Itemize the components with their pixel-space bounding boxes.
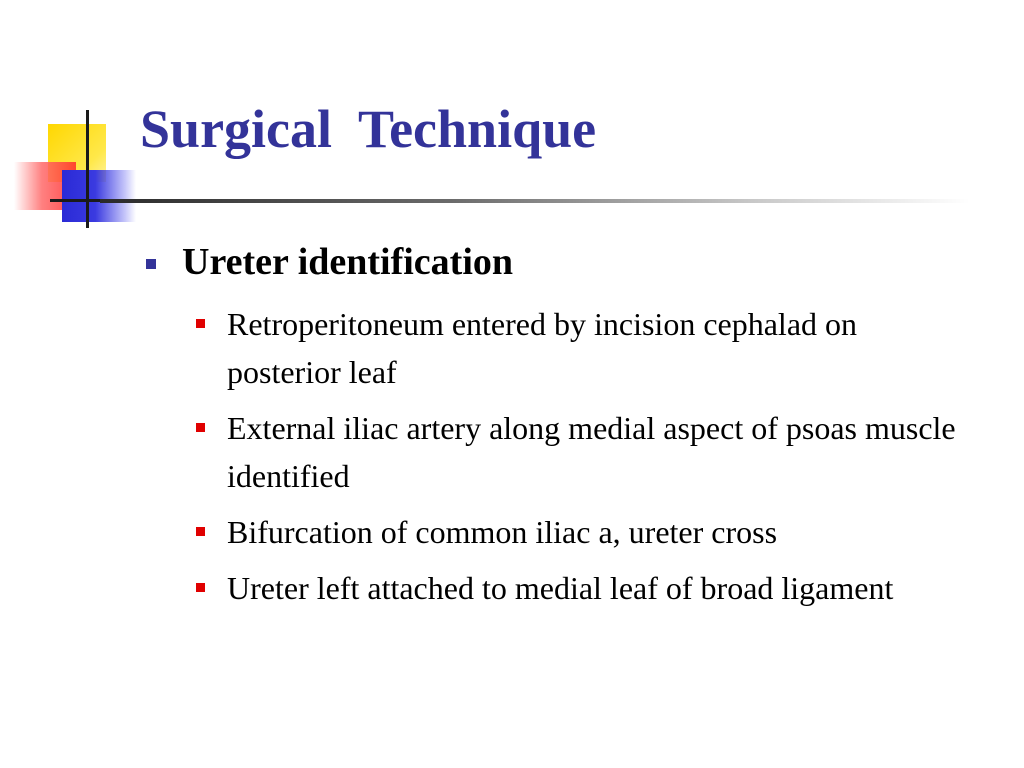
sub-bullet-item bbox=[196, 404, 986, 500]
decor-vertical-line bbox=[86, 110, 89, 228]
sub-bullet-text: Ureter left attached to medial leaf of broad ligament bbox=[227, 570, 894, 606]
sub-bullet-text: Bifurcation of common iliac a, ureter cross bbox=[227, 514, 778, 550]
square-bullet-icon bbox=[196, 423, 205, 432]
square-bullet-icon bbox=[196, 319, 205, 328]
sub-bullet-item bbox=[196, 564, 986, 612]
square-bullet-icon bbox=[196, 583, 205, 592]
square-bullet-icon bbox=[196, 527, 205, 536]
sub-bullet-text: Retroperitoneum entered by incision cephalad on posterior leaf bbox=[227, 306, 866, 390]
slide-title: Surgical Technique bbox=[140, 99, 597, 159]
square-bullet-icon bbox=[146, 259, 156, 269]
decor-blue-square bbox=[62, 170, 136, 222]
sub-bullet-text: External iliac artery along medial aspect of psoas muscle identified bbox=[227, 410, 972, 494]
corner-decoration bbox=[0, 0, 160, 240]
sub-bullet-item bbox=[196, 300, 986, 396]
main-bullet-text: Ureter identification bbox=[182, 241, 514, 283]
title-underline-rule bbox=[100, 199, 970, 203]
sub-bullet-item bbox=[196, 508, 986, 556]
sub-bullet-list bbox=[196, 300, 986, 620]
